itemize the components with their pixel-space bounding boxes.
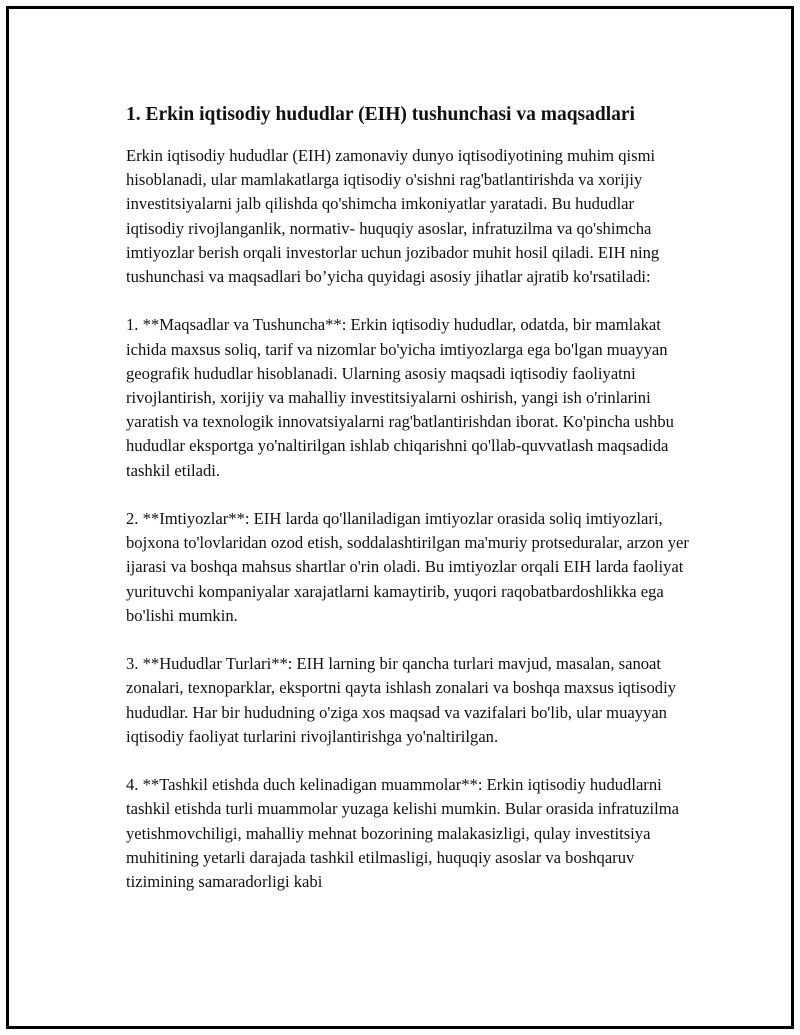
document-body [126,101,696,918]
section-heading: 1. Erkin iqtisodiy hududlar (EIH) tushunchasi va maqsadlari [126,104,635,125]
paragraph-goals-concept: 1. **Maqsadlar va Tushuncha**: Erkin iqtisodiy hududlar, odatda, bir mamlakat ichida maxsus soliq, tarif va nizomlar bo'yicha imtiyozlarga ega bo'lgan muayyan geografik hududlar hisoblanadi. Ularning asosiy maqsadi iqtisodiy faoliyatni rivojlantirish, xorijiy va mahalliy investitsiyalarni oshirish, yangi ish o'rinlarini yaratish va texnologik innovatsiyalarni rag'batlantirishdan iborat. Ko'pincha ushbu hududlar eksportga yo'naltirilgan ishlab chiqarishni qo'llab-quvvatlash maqsadida tashkil etiladi. [126,315,674,480]
paragraph-zone-types: 3. **Hududlar Turlari**: EIH larning bir qancha turlari mavjud, masalan, sanoat zonalari, texnoparklar, eksportni qayta ishlash zonalari va boshqa maxsus iqtisodiy hududlar. Har bir hududning o'ziga xos maqsad va vazifalari bo'lib, ular muayyan iqtisodiy faoliyat turlarini rivojlantirishga yo'naltirilgan. [126,654,677,746]
intro-paragraph: Erkin iqtisodiy hududlar (EIH) zamonaviy dunyo iqtisodiyotining muhim qismi hisoblanadi, ular mamlakatlarga iqtisodiy o'sishni rag'batlantirishda va xorijiy investitsiyalarni jalb qilishda qo'shimcha imkoniyatlar yaratadi. Bu hududlar iqtisodiy rivojlanganlik, normativ- huquqiy asoslar, infratuzilma va qo'shimcha imtiyozlar berish orqali investorlar uchun jozibador muhit hosil qiladi. EIH ning tushunchasi va maqsadlari bo’yicha quyidagi asosiy jihatlar ajratib ko'rsatiladi: [126,146,660,287]
page-border [6,6,794,1029]
paragraph-privileges: 2. **Imtiyozlar**: EIH larda qo'llaniladigan imtiyozlar orasida soliq imtiyozlari, bojxona to'lovlaridan ozod etish, soddalashtirilgan ma'muriy protseduralar, arzon yer ijarasi va boshqa mahsus shartlar o'rin oladi. Bu imtiyozlar orqali EIH larda faoliyat yurituvchi kompaniyalar xarajatlarni kamaytirib, yuqori raqobatbardoshlikka ega bo'lishi mumkin. [126,509,689,625]
paragraph-problems: 4. **Tashkil etishda duch kelinadigan muammolar**: Erkin iqtisodiy hududlarni tashkil etishda turli muammolar yuzaga kelishi mumkin. Bular orasida infratuzilma yetishmovchiligi, mahalliy mehnat bozorining malakasizligi, qulay investitsiya muhitining yetarli darajada tashkil etilmasligi, huquqiy asoslar va boshqaruv tizimining samaradorligi kabi [126,775,679,892]
